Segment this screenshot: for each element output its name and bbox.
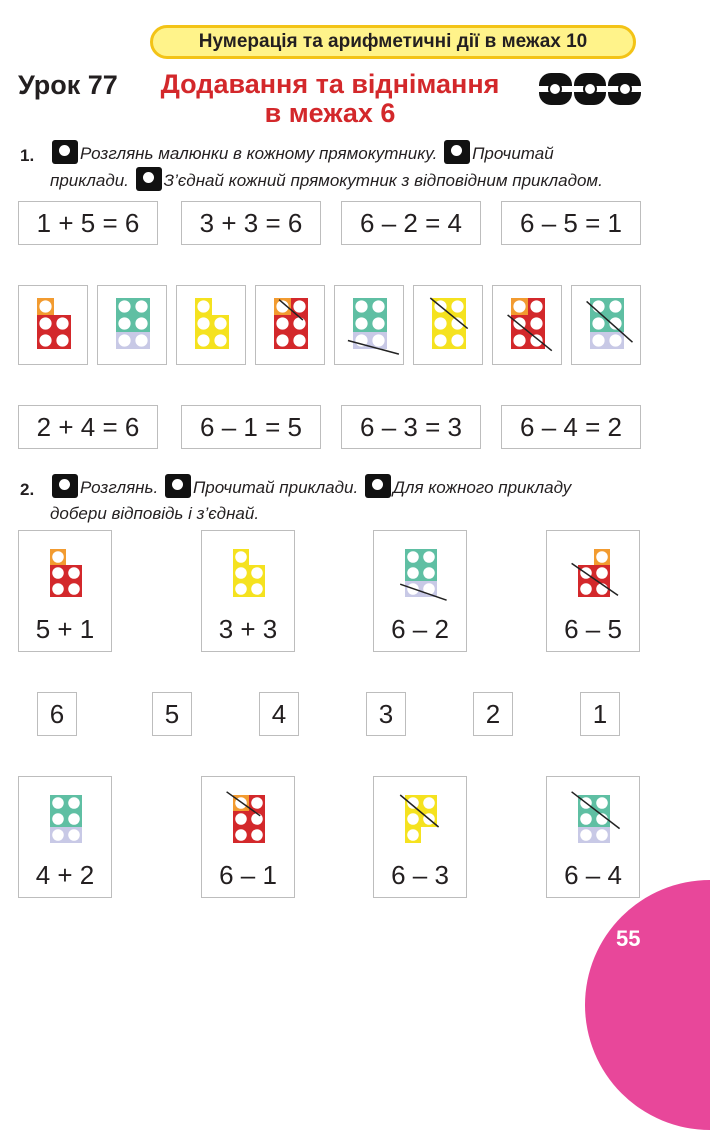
frame-hole xyxy=(609,334,621,346)
task2-instruction xyxy=(50,474,670,527)
frame-hole xyxy=(197,300,209,312)
task2-text2: Прочитай приклади. xyxy=(192,478,359,497)
badge-icon xyxy=(574,73,607,105)
look-icon xyxy=(52,474,78,498)
answer-box[interactable]: 5 xyxy=(152,692,192,736)
frame-hole xyxy=(39,334,51,346)
example-label: 6 – 5 xyxy=(564,614,622,644)
frame-hole xyxy=(251,813,263,825)
frame-hole xyxy=(372,300,384,312)
frame-hole xyxy=(135,334,147,346)
equation-box[interactable]: 3 + 3 = 6 xyxy=(181,201,321,245)
example-label: 6 – 2 xyxy=(391,614,449,644)
counting-frame-red-crossed xyxy=(256,286,326,366)
frame-hole xyxy=(68,797,80,809)
task1-number: 1. xyxy=(20,146,35,165)
example-label: 6 – 4 xyxy=(564,860,622,890)
frame-hole xyxy=(434,334,446,346)
picture-box[interactable] xyxy=(255,285,325,365)
lesson-title-line1: Додавання та віднімання xyxy=(160,69,500,99)
write-icon xyxy=(365,474,391,498)
frame-hole xyxy=(407,813,419,825)
frame-hole xyxy=(580,829,592,841)
equation-box[interactable]: 6 – 4 = 2 xyxy=(501,405,641,449)
frame-hole xyxy=(596,829,608,841)
frame-hole xyxy=(118,317,130,329)
counting-frame-red-crossed-five xyxy=(493,286,563,366)
page-number: 55 xyxy=(616,926,641,951)
example-card[interactable] xyxy=(18,776,112,898)
frame-hole xyxy=(68,813,80,825)
frame-hole xyxy=(407,551,419,563)
frame-hole xyxy=(513,334,525,346)
frame-hole xyxy=(609,300,621,312)
frame-hole xyxy=(68,583,80,595)
frame-hole xyxy=(276,317,288,329)
example-label: 6 – 1 xyxy=(219,860,277,890)
frame-hole xyxy=(251,583,263,595)
picture-box[interactable] xyxy=(18,285,88,365)
frame-hole xyxy=(276,334,288,346)
lesson-title xyxy=(148,70,512,128)
frame-hole xyxy=(451,300,463,312)
task1-instruction xyxy=(50,140,670,194)
frame-hole xyxy=(580,813,592,825)
example-label: 3 + 3 xyxy=(218,614,278,644)
frame-hole xyxy=(52,551,64,563)
frame-hole xyxy=(423,797,435,809)
frame-hole xyxy=(235,813,247,825)
example-card[interactable] xyxy=(373,776,467,898)
lesson-title-line2: в межах 6 xyxy=(264,98,396,128)
frame-hole xyxy=(235,567,247,579)
picture-box[interactable] xyxy=(413,285,483,365)
frame-hole xyxy=(135,300,147,312)
task1-text3: приклади. xyxy=(50,171,129,190)
frame-hole xyxy=(135,317,147,329)
frame-hole xyxy=(293,300,305,312)
frame-hole xyxy=(372,317,384,329)
task2-number: 2. xyxy=(20,480,35,499)
frame-hole xyxy=(513,300,525,312)
picture-box[interactable] xyxy=(492,285,562,365)
picture-box[interactable] xyxy=(97,285,167,365)
example-card[interactable] xyxy=(201,530,295,652)
counting-frame-teal-lavender xyxy=(98,286,168,366)
frame-hole xyxy=(372,334,384,346)
counting-frame-teal-crossed xyxy=(335,286,405,366)
write-icon xyxy=(136,167,162,191)
lesson-number: Урок 77 xyxy=(18,70,118,100)
answer-box[interactable]: 4 xyxy=(259,692,299,736)
task2-text3: Для кожного прикладу xyxy=(392,478,572,497)
frame-hole xyxy=(52,567,64,579)
frame-hole xyxy=(56,334,68,346)
frame-hole xyxy=(451,334,463,346)
frame-hole xyxy=(52,813,64,825)
frame-hole xyxy=(592,334,604,346)
frame-hole xyxy=(52,583,64,595)
frame-hole xyxy=(197,317,209,329)
frame-hole xyxy=(530,300,542,312)
frame-hole xyxy=(596,567,608,579)
frame-hole xyxy=(52,829,64,841)
frame-hole xyxy=(580,583,592,595)
example-label: 5 + 1 xyxy=(35,614,95,644)
read-icon xyxy=(444,140,470,164)
frame-hole xyxy=(530,334,542,346)
frame-hole xyxy=(530,317,542,329)
frame-hole xyxy=(118,334,130,346)
picture-box[interactable] xyxy=(176,285,246,365)
picture-box[interactable] xyxy=(571,285,641,365)
badge-icon xyxy=(539,73,572,105)
frame-hole xyxy=(197,334,209,346)
frame-hole xyxy=(407,567,419,579)
example-card[interactable] xyxy=(546,776,640,898)
frame-hole xyxy=(423,551,435,563)
frame-hole xyxy=(235,583,247,595)
equation-box[interactable]: 6 – 2 = 4 xyxy=(341,201,481,245)
frame-hole xyxy=(592,317,604,329)
frame-hole xyxy=(39,317,51,329)
task1-text2: Прочитай xyxy=(472,144,554,163)
counting-frame-red-orange xyxy=(19,286,89,366)
frame-hole xyxy=(56,317,68,329)
example-label: 4 + 2 xyxy=(35,860,95,890)
example-card[interactable] xyxy=(546,530,640,652)
example-card[interactable] xyxy=(201,776,295,898)
picture-box[interactable] xyxy=(334,285,404,365)
frame-hole xyxy=(407,829,419,841)
answer-box[interactable]: 6 xyxy=(37,692,77,736)
frame-hole xyxy=(68,829,80,841)
task1-text1: Розглянь малюнки в кожному прямокутнику. xyxy=(80,144,438,163)
equation-box[interactable]: 6 – 5 = 1 xyxy=(501,201,641,245)
task2-text4: добери відповідь і з’єднай. xyxy=(50,504,260,523)
frame-hole xyxy=(355,300,367,312)
frame-hole xyxy=(434,317,446,329)
equation-box[interactable]: 1 + 5 = 6 xyxy=(18,201,158,245)
equation-box[interactable]: 6 – 1 = 5 xyxy=(181,405,321,449)
page-corner xyxy=(585,880,710,1130)
frame-hole xyxy=(596,551,608,563)
answer-box[interactable]: 2 xyxy=(473,692,513,736)
frame-hole xyxy=(293,317,305,329)
task1-text4: З’єднай кожний прямокутник з відповідним прикладом. xyxy=(163,171,603,190)
task2-text1: Розглянь. xyxy=(80,478,159,497)
equation-box[interactable]: 6 – 3 = 3 xyxy=(341,405,481,449)
frame-hole xyxy=(235,551,247,563)
frame-hole xyxy=(118,300,130,312)
frame-hole xyxy=(293,334,305,346)
frame-hole xyxy=(235,829,247,841)
frame-hole xyxy=(251,829,263,841)
counting-frame-yellow-crossed xyxy=(414,286,484,366)
example-card[interactable] xyxy=(18,530,112,652)
lesson-badges xyxy=(539,73,641,105)
section-title: Нумерація та арифметичні дії в межах 10 xyxy=(198,31,588,52)
frame-hole xyxy=(68,567,80,579)
example-card[interactable] xyxy=(373,530,467,652)
counting-frame-yellow xyxy=(177,286,247,366)
frame-hole xyxy=(251,567,263,579)
example-label: 6 – 3 xyxy=(391,860,449,890)
frame-hole xyxy=(39,300,51,312)
frame-hole xyxy=(251,797,263,809)
frame-hole xyxy=(214,334,226,346)
counting-frame-teal-crossed-four xyxy=(572,286,642,366)
frame-hole xyxy=(52,797,64,809)
answer-box[interactable]: 3 xyxy=(366,692,406,736)
frame-hole xyxy=(355,317,367,329)
frame-hole xyxy=(596,797,608,809)
frame-hole xyxy=(592,300,604,312)
equation-box[interactable]: 2 + 4 = 6 xyxy=(18,405,158,449)
badge-icon xyxy=(608,73,641,105)
section-banner xyxy=(150,25,636,59)
frame-hole xyxy=(423,567,435,579)
read-icon xyxy=(165,474,191,498)
answer-box[interactable]: 1 xyxy=(580,692,620,736)
look-icon xyxy=(52,140,78,164)
frame-hole xyxy=(214,317,226,329)
